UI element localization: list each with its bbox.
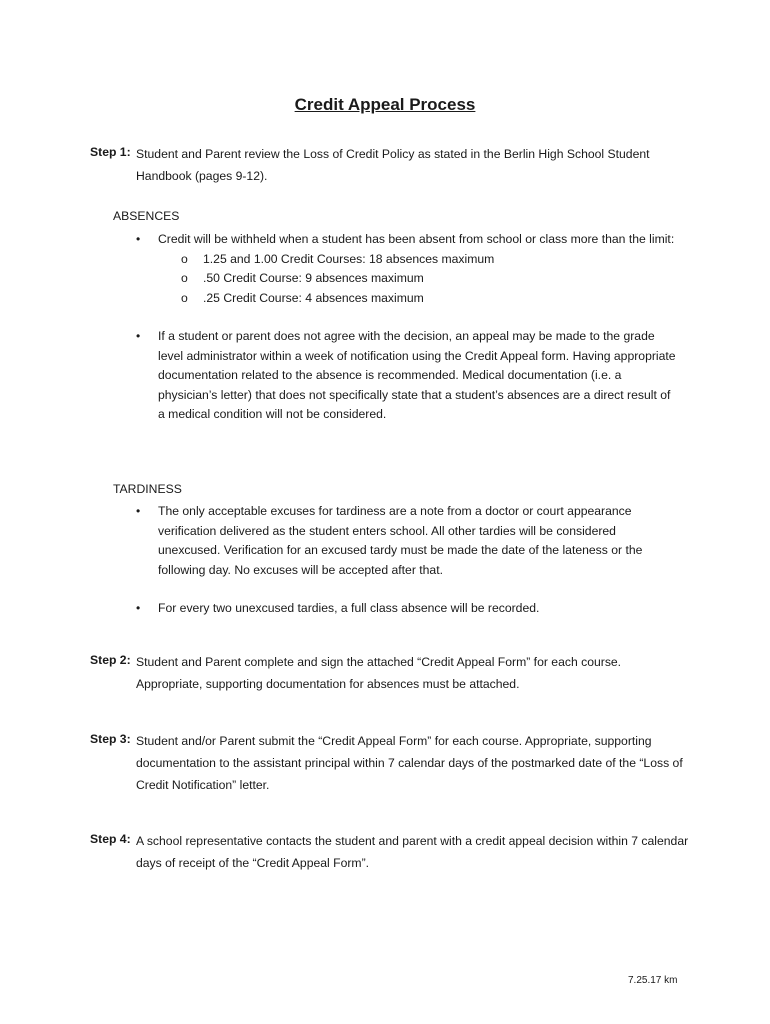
bullet-text: If a student or parent does not agree with the decision, an appeal may be made to the grade level administrator within a week of notification using the Credit Appeal form. Having appropriate documentation related to the absence is recommended. Medical documentation (i.e. a physician’s letter) that does not specifically state that a student’s absences are a direct result of a medical condition will not be considered. <box>158 329 676 421</box>
step-2 <box>90 651 690 695</box>
list-item <box>0 599 678 619</box>
list-item <box>0 230 678 308</box>
bullet-text: For every two unexcused tardies, a full class absence will be recorded. <box>158 601 540 615</box>
step-text: Student and Parent complete and sign the attached “Credit Appeal Form” for each course. Appropriate, supporting documentation for absences must be attached. <box>136 655 622 691</box>
list-item <box>158 289 623 309</box>
list-item <box>0 502 678 580</box>
sub-bullet-glyph: o <box>181 271 188 285</box>
step-label: Step 1: <box>90 145 131 159</box>
footer-note: 7.25.17 km <box>628 975 678 986</box>
bullet-glyph: • <box>136 232 141 246</box>
page-title: Credit Appeal Process <box>294 95 476 114</box>
step-4 <box>90 830 690 874</box>
step-label: Step 4: <box>90 832 131 846</box>
sub-bullet-glyph: o <box>181 290 188 305</box>
step-text: Student and/or Parent submit the “Credit Appeal Form” for each course. Appropriate, supporting documentation to the assistant principal within 7 calendar days of the postmarked date of the “Loss of Credit Notification” letter. <box>136 734 683 792</box>
absences-heading: ABSENCES <box>113 209 180 223</box>
list-item <box>0 327 678 425</box>
step-text: A school representative contacts the student and parent with a credit appeal decision within 7 calendar days of receipt of the “Credit Appeal Form”. <box>136 834 689 870</box>
sub-bullet-text: 1.25 and 1.00 Credit Courses: 18 absences maximum <box>203 251 495 266</box>
list-item <box>158 269 623 289</box>
step-label: Step 3: <box>90 732 131 746</box>
bullet-glyph: • <box>136 601 141 615</box>
absences-list <box>0 230 678 425</box>
step-text: Student and Parent review the Loss of Credit Policy as stated in the Berlin High School Student Handbook (pages 9-12). <box>136 147 650 183</box>
sub-bullet-text: .50 Credit Course: 9 absences maximum <box>203 271 424 285</box>
tardiness-list <box>0 502 678 619</box>
credit-limits-list <box>158 250 678 309</box>
bullet-glyph: • <box>136 504 141 518</box>
bullet-glyph: • <box>136 329 141 343</box>
step-label: Step 2: <box>90 653 131 667</box>
tardiness-heading: TARDINESS <box>113 482 182 496</box>
step-3 <box>90 730 690 796</box>
sub-bullet-text: .25 Credit Course: 4 absences maximum <box>203 290 424 305</box>
sub-bullet-glyph: o <box>181 251 188 266</box>
step-1 <box>90 143 690 187</box>
bullet-text: Credit will be withheld when a student has been absent from school or class more than the limit: <box>158 232 675 246</box>
bullet-text: The only acceptable excuses for tardiness are a note from a doctor or court appearance verification delivered as the student enters school. All other tardies will be considered unexcused. Verification for an excused tardy must be made the date of the lateness or the following day. No excuses will be accepted after that. <box>158 504 643 577</box>
list-item <box>158 250 623 270</box>
